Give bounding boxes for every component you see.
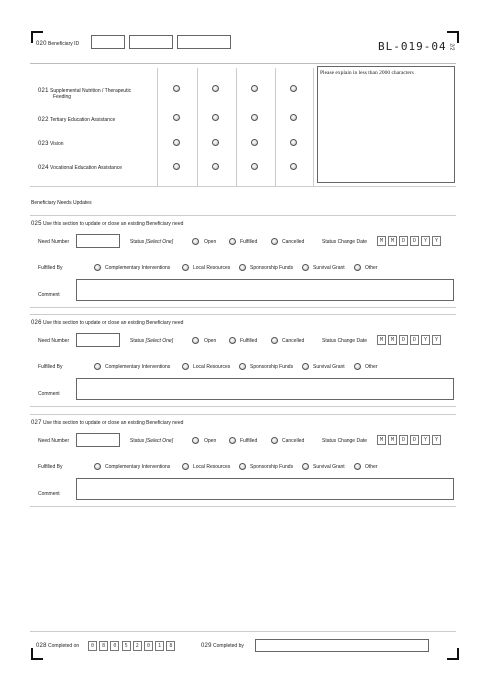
corner-mark-bottom-right [447, 648, 459, 660]
status-cancelled-label: Cancelled [282, 338, 305, 344]
status-open-radio[interactable] [192, 238, 199, 245]
completed-on-digit[interactable]: 0 [110, 641, 119, 651]
status-hint: [Select One] [145, 338, 174, 344]
needs-title: Beneficiary Needs Updates [31, 200, 92, 206]
program-row-024 [38, 165, 122, 172]
q029-row [201, 643, 244, 650]
date-cell[interactable]: Y [421, 335, 430, 345]
completed-by-input[interactable] [255, 639, 429, 652]
corner-mark-top-right [447, 31, 459, 43]
fulfilled-by-label: Fulfilled By [38, 265, 63, 271]
fulfilled-sponsorship-radio[interactable] [239, 264, 246, 271]
status-open-radio[interactable] [192, 437, 199, 444]
fulfilled-complementary-radio[interactable] [94, 463, 101, 470]
fulfilled-by-label: Fulfilled By [38, 464, 63, 470]
need-section-number: 027 [31, 420, 42, 426]
program-021-radio-2[interactable] [212, 85, 219, 92]
need-number-input[interactable] [76, 433, 120, 447]
need-section-header [31, 420, 183, 427]
comment-label: Comment [38, 292, 60, 298]
page-indicator: 2/2 [448, 43, 455, 51]
status-label-group [130, 240, 173, 246]
program-023-radio-2[interactable] [212, 139, 219, 146]
program-024-radio-4[interactable] [290, 163, 297, 170]
divider [30, 307, 456, 308]
divider [30, 215, 456, 216]
need-section-instruction: Use this section to update or close an existing Beneficiary need [43, 221, 184, 227]
fulfilled-sponsorship-radio[interactable] [239, 463, 246, 470]
status-fulfilled-radio[interactable] [229, 437, 236, 444]
need-number-label: Need Number [38, 438, 70, 444]
date-cell[interactable]: D [410, 435, 419, 445]
fulfilled-other-label: Other [365, 364, 378, 370]
date-cell[interactable]: Y [432, 335, 441, 345]
q028-row [36, 643, 79, 650]
status-cancelled-label: Cancelled [282, 239, 305, 245]
program-label: Vision [50, 141, 64, 147]
q029-label: Completed by [213, 643, 244, 649]
fulfilled-survival-radio[interactable] [302, 264, 309, 271]
q020-number: 020 [36, 41, 47, 47]
program-022-radio-4[interactable] [290, 114, 297, 121]
fulfilled-complementary-label: Complementary Interventions [105, 464, 171, 470]
need-number-label: Need Number [38, 239, 70, 245]
status-label-group [130, 439, 173, 445]
fulfilled-other-label: Other [365, 464, 378, 470]
status-change-date-label: Status Change Date [322, 338, 368, 344]
fulfilled-complementary-label: Complementary Interventions [105, 364, 171, 370]
status-hint: [Select One] [145, 438, 174, 444]
divider [30, 414, 456, 415]
explain-placeholder: Please explain in less than 2000 characters [320, 70, 414, 76]
status-cancelled-radio[interactable] [271, 337, 278, 344]
comment-textarea[interactable] [76, 378, 454, 400]
status-fulfilled-radio[interactable] [229, 238, 236, 245]
column-divider [313, 68, 314, 186]
date-cell[interactable]: D [399, 435, 408, 445]
program-022-radio-2[interactable] [212, 114, 219, 121]
need-section-number: 025 [31, 221, 42, 227]
program-021-radio-1[interactable] [173, 85, 180, 92]
divider [30, 406, 456, 407]
fulfilled-survival-radio[interactable] [302, 363, 309, 370]
status-hint: [Select One] [145, 239, 174, 245]
program-label-line2: Feeding [53, 93, 72, 100]
fulfilled-local-radio[interactable] [182, 463, 189, 470]
fulfilled-complementary-label: Complementary Interventions [105, 265, 171, 271]
status-cancelled-radio[interactable] [271, 437, 278, 444]
status-open-label: Open [204, 438, 217, 444]
need-number-label: Need Number [38, 338, 70, 344]
need-section-instruction: Use this section to update or close an existing Beneficiary need [43, 320, 184, 326]
fulfilled-sponsorship-label: Sponsorship Funds [250, 265, 294, 271]
date-cell[interactable]: M [388, 236, 397, 246]
fulfilled-other-radio[interactable] [354, 363, 361, 370]
date-cell[interactable]: D [410, 236, 419, 246]
date-cell[interactable]: D [410, 335, 419, 345]
fulfilled-local-label: Local Resources [193, 464, 231, 470]
program-023-radio-3[interactable] [251, 139, 258, 146]
completed-on-digit[interactable]: 2 [133, 641, 142, 651]
date-cell[interactable]: Y [432, 236, 441, 246]
fulfilled-sponsorship-label: Sponsorship Funds [250, 464, 294, 470]
column-divider [197, 68, 198, 186]
completed-on-digit[interactable]: 8 [99, 641, 108, 651]
fulfilled-other-radio[interactable] [354, 264, 361, 271]
q020-row [36, 41, 79, 48]
fulfilled-survival-label: Survival Grant [313, 464, 345, 470]
divider [30, 186, 456, 187]
fulfilled-local-label: Local Resources [193, 364, 231, 370]
completed-on-digit[interactable]: 5 [122, 641, 131, 651]
status-open-label: Open [204, 239, 217, 245]
fulfilled-survival-radio[interactable] [302, 463, 309, 470]
q020-label: Beneficiary ID [48, 41, 80, 47]
comment-textarea[interactable] [76, 279, 454, 301]
fulfilled-survival-label: Survival Grant [313, 265, 345, 271]
status-change-date-label: Status Change Date [322, 239, 368, 245]
date-cell[interactable]: M [388, 435, 397, 445]
column-divider [157, 68, 158, 186]
status-label: Status [130, 338, 145, 344]
status-fulfilled-label: Fulfilled [240, 438, 258, 444]
completed-on-digit[interactable]: 1 [155, 641, 164, 651]
date-cell[interactable]: Y [421, 236, 430, 246]
status-label: Status [130, 438, 145, 444]
divider [30, 63, 456, 64]
beneficiary-id-box-2[interactable] [129, 35, 173, 49]
q028-label: Completed on [48, 643, 80, 649]
need-section-header [31, 221, 183, 228]
date-cell[interactable]: M [377, 236, 386, 246]
program-row-023 [38, 141, 64, 148]
date-cell[interactable]: M [388, 335, 397, 345]
date-cell[interactable]: Y [432, 435, 441, 445]
q028-number: 028 [36, 643, 47, 649]
program-number: 024 [38, 165, 49, 171]
status-cancelled-radio[interactable] [271, 238, 278, 245]
fulfilled-other-label: Other [365, 265, 378, 271]
program-024-radio-2[interactable] [212, 163, 219, 170]
status-fulfilled-label: Fulfilled [240, 239, 258, 245]
comment-textarea[interactable] [76, 478, 454, 500]
date-cell[interactable]: M [377, 435, 386, 445]
date-cell[interactable]: M [377, 335, 386, 345]
fulfilled-sponsorship-label: Sponsorship Funds [250, 364, 294, 370]
program-label: Vocational Education Assistance [50, 165, 123, 171]
status-cancelled-label: Cancelled [282, 438, 305, 444]
date-cell[interactable]: D [399, 236, 408, 246]
program-023-radio-1[interactable] [173, 139, 180, 146]
program-label: Supplemental Nutrition / Therapeutic [50, 88, 132, 94]
program-024-radio-1[interactable] [173, 163, 180, 170]
column-divider [236, 68, 237, 186]
fulfilled-other-radio[interactable] [354, 463, 361, 470]
program-number: 021 [38, 88, 49, 94]
fulfilled-by-label: Fulfilled By [38, 364, 63, 370]
status-change-date-label: Status Change Date [322, 438, 368, 444]
need-number-input[interactable] [76, 234, 120, 248]
fulfilled-complementary-radio[interactable] [94, 264, 101, 271]
program-021-radio-3[interactable] [251, 85, 258, 92]
form-code: BL-019-04 [378, 40, 447, 53]
beneficiary-id-box-1[interactable] [91, 35, 125, 49]
status-label-group [130, 339, 173, 345]
date-cell[interactable]: D [399, 335, 408, 345]
column-divider [275, 68, 276, 186]
beneficiary-id-box-3[interactable] [177, 35, 231, 49]
status-fulfilled-radio[interactable] [229, 337, 236, 344]
date-cell[interactable]: Y [421, 435, 430, 445]
program-023-radio-4[interactable] [290, 139, 297, 146]
divider [30, 631, 456, 632]
completed-on-digit[interactable]: 0 [144, 641, 153, 651]
completed-on-digit[interactable]: 0 [88, 641, 97, 651]
comment-label: Comment [38, 391, 60, 397]
need-section-number: 026 [31, 320, 42, 326]
program-024-radio-3[interactable] [251, 163, 258, 170]
comment-label: Comment [38, 491, 60, 497]
fulfilled-local-radio[interactable] [182, 363, 189, 370]
status-open-label: Open [204, 338, 217, 344]
need-section-instruction: Use this section to update or close an existing Beneficiary need [43, 420, 184, 426]
divider [30, 506, 456, 507]
program-number: 023 [38, 141, 49, 147]
need-section-header [31, 320, 183, 327]
program-label: Tertiary Education Assistance [49, 117, 116, 123]
program-number: 022 [38, 117, 49, 123]
q029-number: 029 [201, 643, 212, 649]
status-label: Status [130, 239, 145, 245]
program-022-radio-3[interactable] [251, 114, 258, 121]
fulfilled-sponsorship-radio[interactable] [239, 363, 246, 370]
completed-on-digit[interactable]: 8 [166, 641, 175, 651]
program-row-021 [38, 88, 131, 101]
program-022-radio-1[interactable] [173, 114, 180, 121]
fulfilled-complementary-radio[interactable] [94, 363, 101, 370]
program-021-radio-4[interactable] [290, 85, 297, 92]
program-row-022 [38, 117, 115, 124]
divider [30, 314, 456, 315]
explain-textarea[interactable] [317, 66, 455, 183]
fulfilled-local-radio[interactable] [182, 264, 189, 271]
status-fulfilled-label: Fulfilled [240, 338, 258, 344]
fulfilled-local-label: Local Resources [193, 265, 231, 271]
fulfilled-survival-label: Survival Grant [313, 364, 345, 370]
status-open-radio[interactable] [192, 337, 199, 344]
need-number-input[interactable] [76, 333, 120, 347]
